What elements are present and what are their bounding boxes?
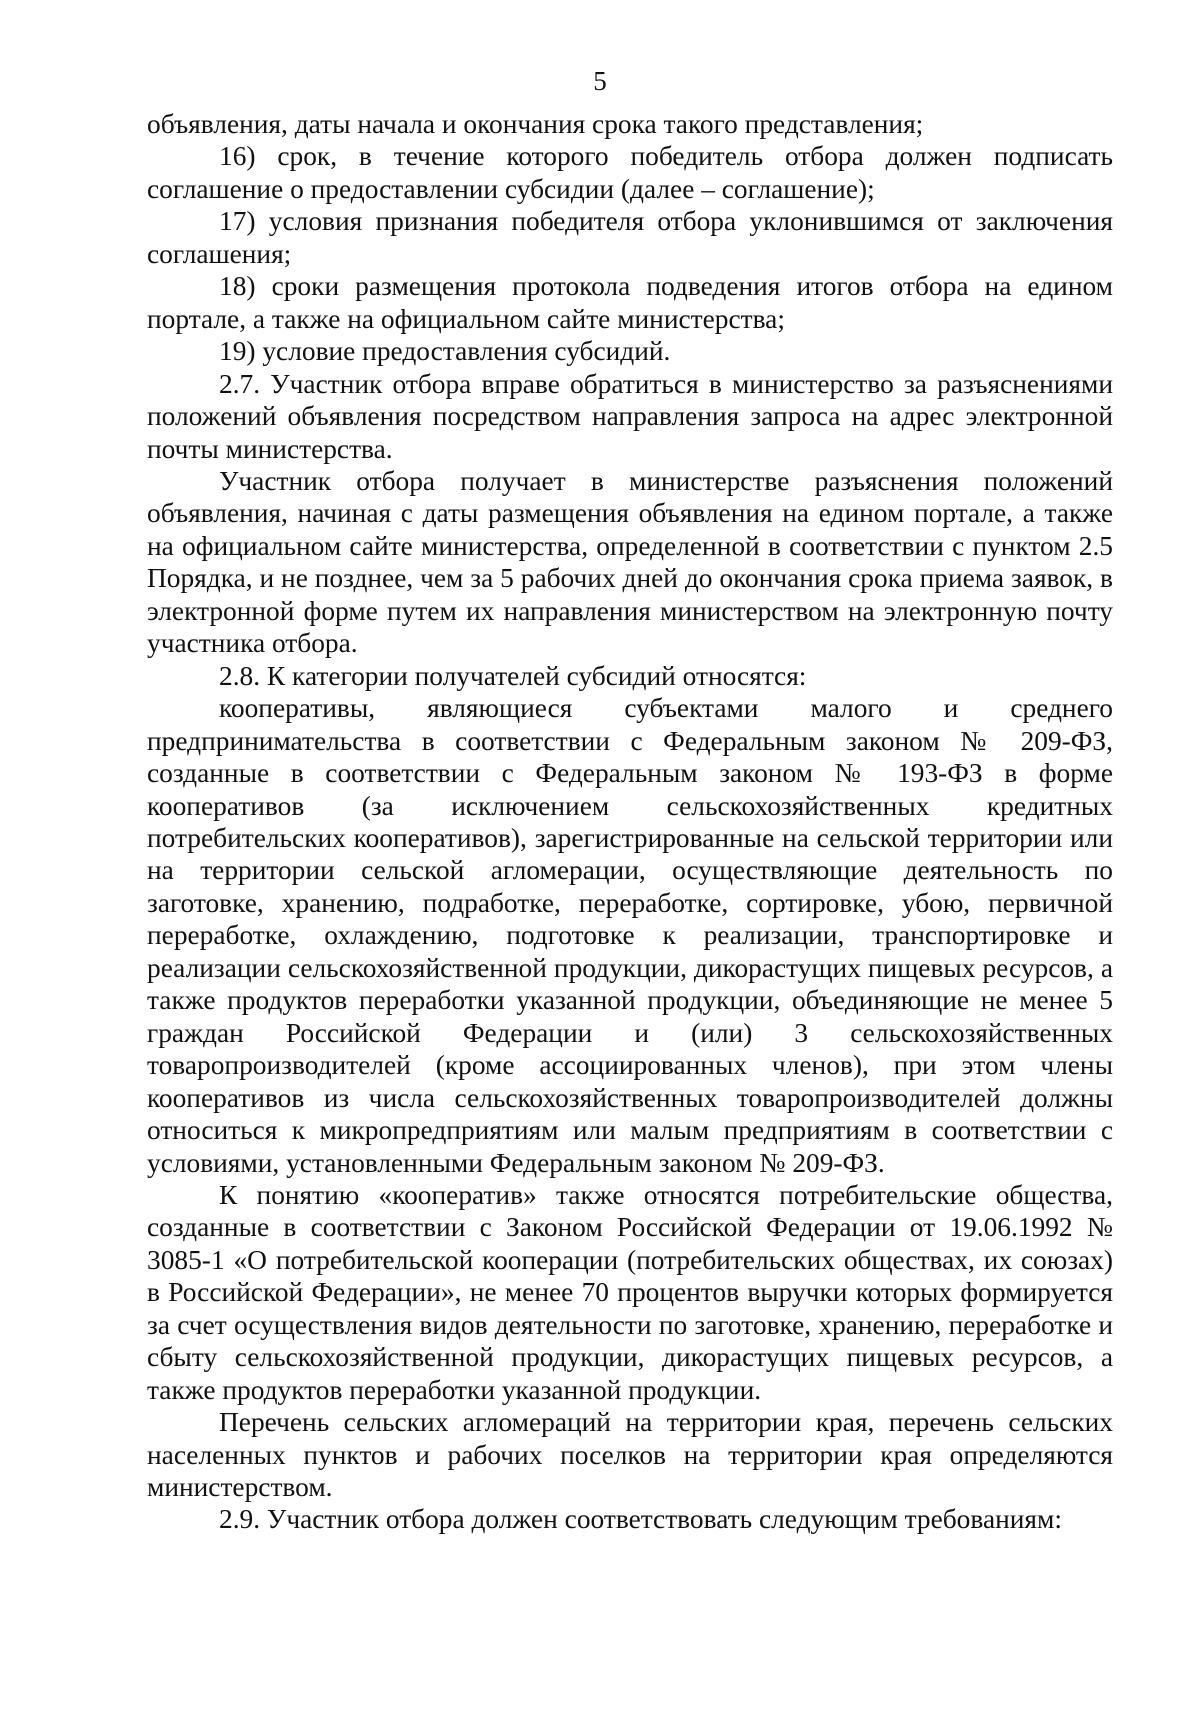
paragraph-cooperative-concept: К понятию «кооператив» также относятся потребительские общества, созданные в соответствии с Законом Российской Федерации от 19.06.1992 № 3085-1 «О потребительской кооперации (потребительских обществах, их союзах) в Российской Федерации», не менее 70 процентов выручки которых формируется за счет осуществления видов деятельности по заготовке, хранению, переработке и сбыту сельскохозяйственной продукции, дикорастущих пищевых ресурсов, а также продуктов переработки указанной продукции. bbox=[147, 1179, 1113, 1405]
paragraph-item-18: 18) сроки размещения протокола подведения итогов отбора на едином портале, а также на официальном сайте министерства; bbox=[147, 271, 1113, 334]
paragraph-section-2-8: 2.8. К категории получателей субсидий относятся: bbox=[219, 660, 807, 691]
paragraph-item-17: 17) условия признания победителя отбора уклонившимся от заключения соглашения; bbox=[147, 206, 1113, 269]
paragraph-item-16: 16) срок, в течение которого победитель отбора должен подписать соглашение о предоставлении субсидии (далее – соглашение); bbox=[147, 141, 1113, 204]
document-body bbox=[147, 108, 1113, 1536]
page-number: 5 bbox=[593, 66, 607, 96]
paragraph-cooperatives: кооперативы, являющиеся субъектами малого и среднего предпринимательства в соответствии с Федеральным законом № 209-ФЗ, созданные в соответствии с Федеральным законом № 193-ФЗ в форме кооперативов (за исключением сельскохозяйственных кредитных потребительских кооперативов), зарегистрированные на сельской территории или на территории сельской агломерации, осуществляющие деятельность по заготовке, хранению, подработке, переработке, сортировке, убою, первичной переработке, охлаждению, подготовке к реализации, транспортировке и реализации сельскохозяйственной продукции, дикорастущих пищевых ресурсов, а также продуктов переработки указанной продукции, объединяющие не менее 5 граждан Российской Федерации и (или) 3 сельскохозяйственных товаропроизводителей (кроме ассоциированных членов), при этом члены кооперативов из числа сельскохозяйственных товаропроизводителей должны относиться к микропредприятиям или малым предприятиям в соответствии с условиями, установленными Федеральным законом № 209-ФЗ. bbox=[147, 693, 1113, 1178]
paragraph-clarifications: Участник отбора получает в министерстве разъяснения положений объявления, начиная с даты размещения объявления на едином портале, а также на официальном сайте министерства, определенной в соответствии с пунктом 2.5 Порядка, и не позднее, чем за 5 рабочих дней до окончания срока приема заявок, в электронной форме путем их направления министерством на электронную почту участника отбора. bbox=[147, 465, 1113, 659]
paragraph-agglomerations: Перечень сельских агломераций на территории края, перечень сельских населенных пунктов и рабочих поселков на территории края определяются министерством. bbox=[147, 1407, 1113, 1503]
paragraph-section-2-9: 2.9. Участник отбора должен соответствовать следующим требованиям: bbox=[219, 1504, 1062, 1535]
paragraph-section-2-7: 2.7. Участник отбора вправе обратиться в министерство за разъяснениями положений объявления посредством направления запроса на адрес электронной почты министерства. bbox=[147, 368, 1113, 464]
paragraph-continuation: объявления, даты начала и окончания срока такого представления; bbox=[147, 109, 924, 139]
paragraph-item-19: 19) условие предоставления субсидий. bbox=[219, 336, 671, 367]
